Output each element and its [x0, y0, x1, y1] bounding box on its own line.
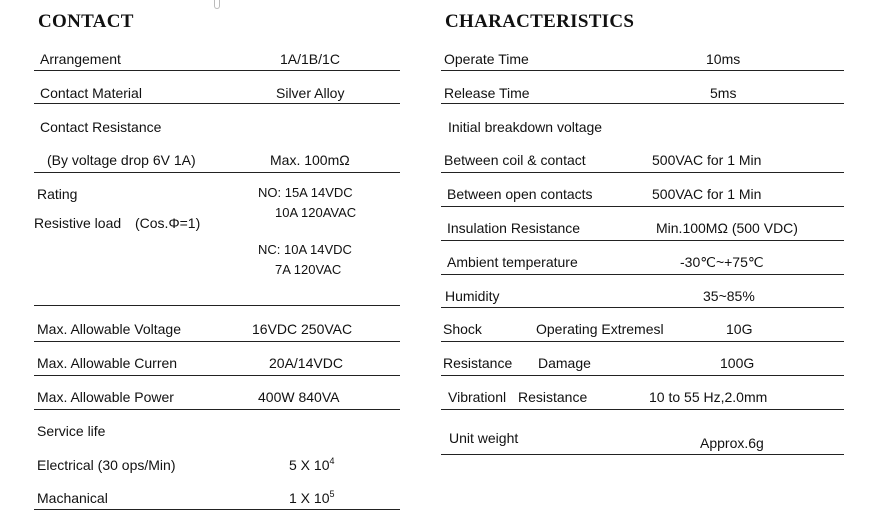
mechanical-value	[289, 490, 335, 506]
shock-label: Shock	[443, 321, 482, 337]
divider	[34, 70, 400, 71]
arrangement-label: Arrangement	[40, 51, 121, 67]
coil-contact-label: Between coil & contact	[444, 152, 586, 168]
electrical-base: 5 X 10	[289, 457, 330, 473]
cos-label: (Cos.Φ=1)	[135, 215, 201, 231]
power-value: 400W 840VA	[258, 389, 340, 405]
resistance-value: Max. 100mΩ	[270, 152, 350, 168]
resistive-load-label: Resistive load	[34, 215, 122, 231]
divider	[441, 341, 844, 342]
operating-extremes-value: 10G	[726, 321, 753, 337]
rating-label: Rating	[37, 186, 78, 202]
resistance-label: Contact Resistance	[40, 119, 162, 135]
humidity-label: Humidity	[445, 288, 500, 304]
open-contacts-label: Between open contacts	[447, 186, 593, 202]
release-time-value: 5ms	[710, 85, 737, 101]
operate-time-value: 10ms	[706, 51, 741, 67]
vibration-resistance-label: Resistance	[518, 389, 588, 405]
divider	[441, 103, 844, 104]
divider	[441, 172, 844, 173]
current-value: 20A/14VDC	[269, 355, 343, 371]
divider	[441, 454, 844, 455]
no-rating-line1: NO: 15A 14VDC	[258, 185, 353, 200]
divider	[34, 172, 400, 173]
power-label: Max. Allowable Power	[37, 389, 174, 405]
divider	[34, 375, 400, 376]
voltage-label: Max. Allowable Voltage	[37, 321, 181, 337]
divider	[34, 409, 400, 410]
divider	[441, 375, 844, 376]
mechanical-exponent: 5	[329, 489, 335, 499]
current-label: Max. Allowable Curren	[37, 355, 178, 371]
operating-extremes-label: Operating Extremesl	[536, 321, 664, 337]
vibration-label: Vibrationl	[448, 389, 507, 405]
material-value: Silver Alloy	[276, 85, 345, 101]
no-rating-line2: 10A 120AVAC	[275, 205, 357, 220]
damage-label: Damage	[538, 355, 591, 371]
damage-value: 100G	[720, 355, 755, 371]
ambient-label: Ambient temperature	[447, 254, 578, 270]
divider	[441, 409, 844, 410]
arrangement-value: 1A/1B/1C	[280, 51, 340, 67]
coil-contact-value: 500VAC for 1 Min	[652, 152, 762, 168]
divider	[34, 305, 400, 306]
mechanical-label: Machanical	[37, 490, 108, 506]
breakdown-voltage-label: Initial breakdown voltage	[448, 119, 603, 135]
unit-weight-label: Unit weight	[449, 430, 519, 446]
vibration-value: 10 to 55 Hz,2.0mm	[649, 389, 768, 405]
voltage-value: 16VDC 250VAC	[252, 321, 353, 337]
shock-resistance-label: Resistance	[443, 355, 513, 371]
divider	[34, 509, 400, 510]
resistance-sub-label: (By voltage drop 6V 1A)	[47, 152, 196, 168]
divider	[34, 103, 400, 104]
insulation-label: Insulation Resistance	[447, 220, 581, 236]
service-life-label: Service life	[37, 423, 106, 439]
material-label: Contact Material	[40, 85, 142, 101]
scan-mark	[214, 0, 220, 9]
open-contacts-value: 500VAC for 1 Min	[652, 186, 762, 202]
divider	[441, 206, 844, 207]
divider	[441, 307, 844, 308]
divider	[34, 341, 400, 342]
insulation-value: Min.100MΩ (500 VDC)	[656, 220, 798, 236]
mechanical-base: 1 X 10	[289, 490, 330, 506]
electrical-exponent: 4	[329, 456, 335, 466]
unit-weight-value: Approx.6g	[700, 435, 764, 451]
nc-rating-line1: NC: 10A 14VDC	[258, 242, 352, 257]
ambient-value: -30℃~+75℃	[680, 254, 764, 270]
divider	[441, 274, 844, 275]
divider	[441, 240, 844, 241]
operate-time-label: Operate Time	[444, 51, 529, 67]
divider	[441, 70, 844, 71]
nc-rating-line2: 7A 120VAC	[275, 262, 342, 277]
electrical-label: Electrical (30 ops/Min)	[37, 457, 176, 473]
humidity-value: 35~85%	[703, 288, 755, 304]
release-time-label: Release Time	[444, 85, 530, 101]
characteristics-title: CHARACTERISTICS	[445, 11, 635, 32]
contact-title: CONTACT	[38, 11, 134, 32]
electrical-value	[289, 457, 335, 473]
